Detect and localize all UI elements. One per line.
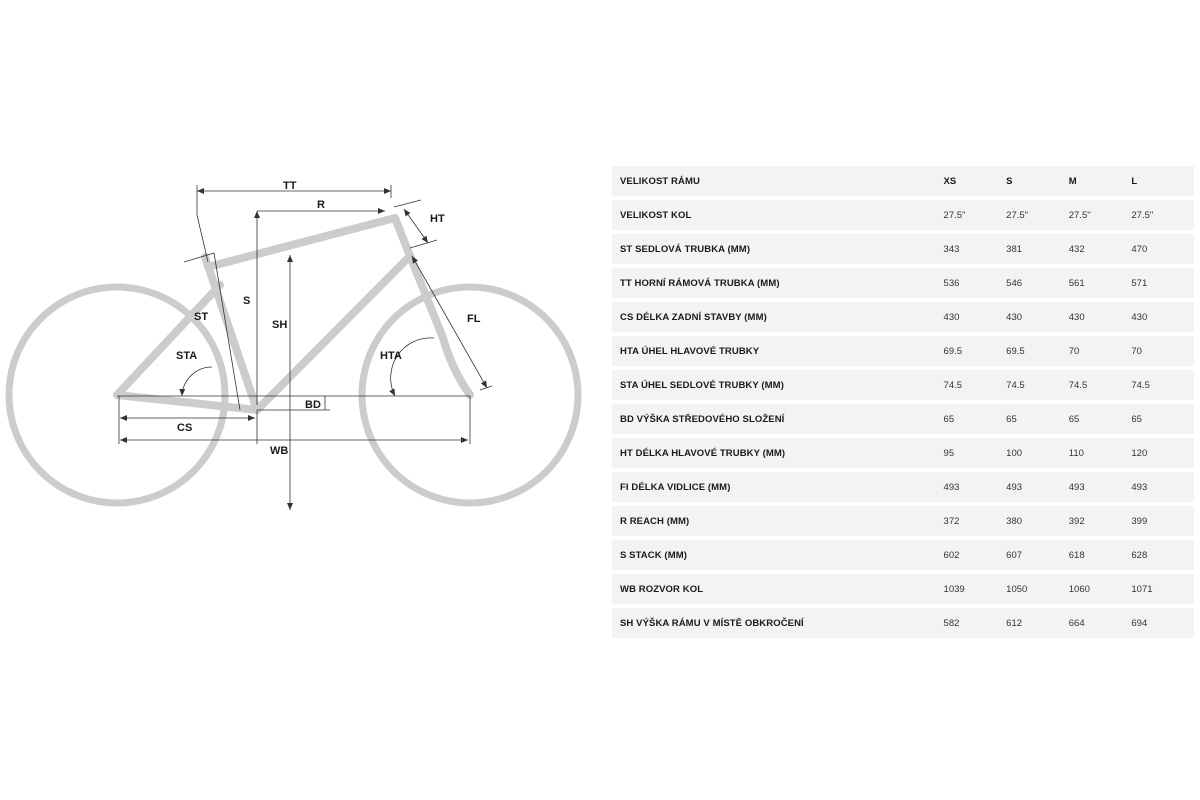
row-value: 1039 [944, 574, 1007, 604]
header-size-s: S [1006, 166, 1069, 196]
row-value: 65 [944, 404, 1007, 434]
head-tube [395, 218, 410, 256]
row-value: 536 [944, 268, 1007, 298]
row-value: 1050 [1006, 574, 1069, 604]
row-value: 546 [1006, 268, 1069, 298]
row-value: 399 [1131, 506, 1194, 536]
row-value: 612 [1006, 608, 1069, 638]
table-row [612, 268, 1194, 298]
row-label: R REACH (MM) [612, 506, 944, 536]
table-row [612, 200, 1194, 230]
geometry-table-body [612, 166, 1194, 638]
row-value: 74.5 [1131, 370, 1194, 400]
table-row [612, 540, 1194, 570]
bike-frame [117, 218, 470, 410]
row-value: 493 [1069, 472, 1132, 502]
row-value: 602 [944, 540, 1007, 570]
row-value: 372 [944, 506, 1007, 536]
row-value: 381 [1006, 234, 1069, 264]
table-row [612, 404, 1194, 434]
row-value: 120 [1131, 438, 1194, 468]
row-value: 69.5 [1006, 336, 1069, 366]
table-header-row [612, 166, 1194, 196]
row-value: 1060 [1069, 574, 1132, 604]
row-value: 110 [1069, 438, 1132, 468]
row-value: 561 [1069, 268, 1132, 298]
row-label: WB ROZVOR KOL [612, 574, 944, 604]
label-st: ST [194, 311, 209, 323]
label-cs: CS [177, 422, 193, 434]
header-label: VELIKOST RÁMU [612, 166, 944, 196]
row-label: FI DÉLKA VIDLICE (MM) [612, 472, 944, 502]
row-value: 493 [1006, 472, 1069, 502]
label-wb: WB [270, 445, 289, 457]
row-label: SH VÝŠKA RÁMU V MÍSTĚ OBKROČENÍ [612, 608, 944, 638]
row-value: 607 [1006, 540, 1069, 570]
row-label: HTA ÚHEL HLAVOVÉ TRUBKY [612, 336, 944, 366]
label-hta: HTA [380, 350, 402, 362]
row-value: 65 [1069, 404, 1132, 434]
row-value: 70 [1069, 336, 1132, 366]
label-sta: STA [176, 350, 198, 362]
chain-stay [117, 395, 257, 410]
row-value: 470 [1131, 234, 1194, 264]
row-value: 392 [1069, 506, 1132, 536]
table-row [612, 438, 1194, 468]
row-value: 74.5 [1006, 370, 1069, 400]
header-size-l: L [1131, 166, 1194, 196]
row-value: 65 [1131, 404, 1194, 434]
label-tt: TT [283, 180, 297, 192]
label-ht: HT [430, 213, 445, 225]
row-value: 582 [944, 608, 1007, 638]
row-value: 694 [1131, 608, 1194, 638]
down-tube [257, 256, 410, 410]
row-value: 430 [1006, 302, 1069, 332]
fork [410, 256, 470, 395]
row-value: 27.5" [1006, 200, 1069, 230]
top-tube [208, 218, 395, 267]
row-value: 27.5" [1131, 200, 1194, 230]
row-value: 380 [1006, 506, 1069, 536]
row-value: 493 [944, 472, 1007, 502]
row-label: BD VÝŠKA STŘEDOVÉHO SLOŽENÍ [612, 404, 944, 434]
geometry-table [612, 162, 1194, 642]
table-row [612, 302, 1194, 332]
row-value: 432 [1069, 234, 1132, 264]
row-value: 95 [944, 438, 1007, 468]
label-sh: SH [272, 319, 288, 331]
row-value: 65 [1006, 404, 1069, 434]
row-label: HT DÉLKA HLAVOVÉ TRUBKY (MM) [612, 438, 944, 468]
row-label: S STACK (MM) [612, 540, 944, 570]
row-value: 664 [1069, 608, 1132, 638]
row-label: ST SEDLOVÁ TRUBKA (MM) [612, 234, 944, 264]
seat-tube [205, 257, 257, 410]
row-label: STA ÚHEL SEDLOVÉ TRUBKY (MM) [612, 370, 944, 400]
row-value: 430 [1069, 302, 1132, 332]
row-label: VELIKOST KOL [612, 200, 944, 230]
row-value: 430 [944, 302, 1007, 332]
row-value: 100 [1006, 438, 1069, 468]
table-row [612, 336, 1194, 366]
header-size-m: M [1069, 166, 1132, 196]
row-value: 571 [1131, 268, 1194, 298]
row-value: 1071 [1131, 574, 1194, 604]
label-r: R [317, 199, 325, 211]
label-bd: BD [305, 399, 321, 411]
row-value: 493 [1131, 472, 1194, 502]
row-value: 343 [944, 234, 1007, 264]
dimension-lines [117, 185, 492, 510]
bike-geometry-diagram [0, 160, 600, 520]
row-label: TT HORNÍ RÁMOVÁ TRUBKA (MM) [612, 268, 944, 298]
row-value: 618 [1069, 540, 1132, 570]
row-value: 70 [1131, 336, 1194, 366]
table-row [612, 574, 1194, 604]
row-label: CS DÉLKA ZADNÍ STAVBY (MM) [612, 302, 944, 332]
row-value: 430 [1131, 302, 1194, 332]
row-value: 27.5" [1069, 200, 1132, 230]
label-s: S [243, 295, 251, 307]
row-value: 628 [1131, 540, 1194, 570]
table-row [612, 370, 1194, 400]
table-row [612, 234, 1194, 264]
table-row [612, 506, 1194, 536]
row-value: 27.5" [944, 200, 1007, 230]
row-value: 69.5 [944, 336, 1007, 366]
table-row [612, 472, 1194, 502]
row-value: 74.5 [944, 370, 1007, 400]
label-fl: FL [467, 313, 481, 325]
table-row [612, 608, 1194, 638]
row-value: 74.5 [1069, 370, 1132, 400]
header-size-xs: XS [944, 166, 1007, 196]
